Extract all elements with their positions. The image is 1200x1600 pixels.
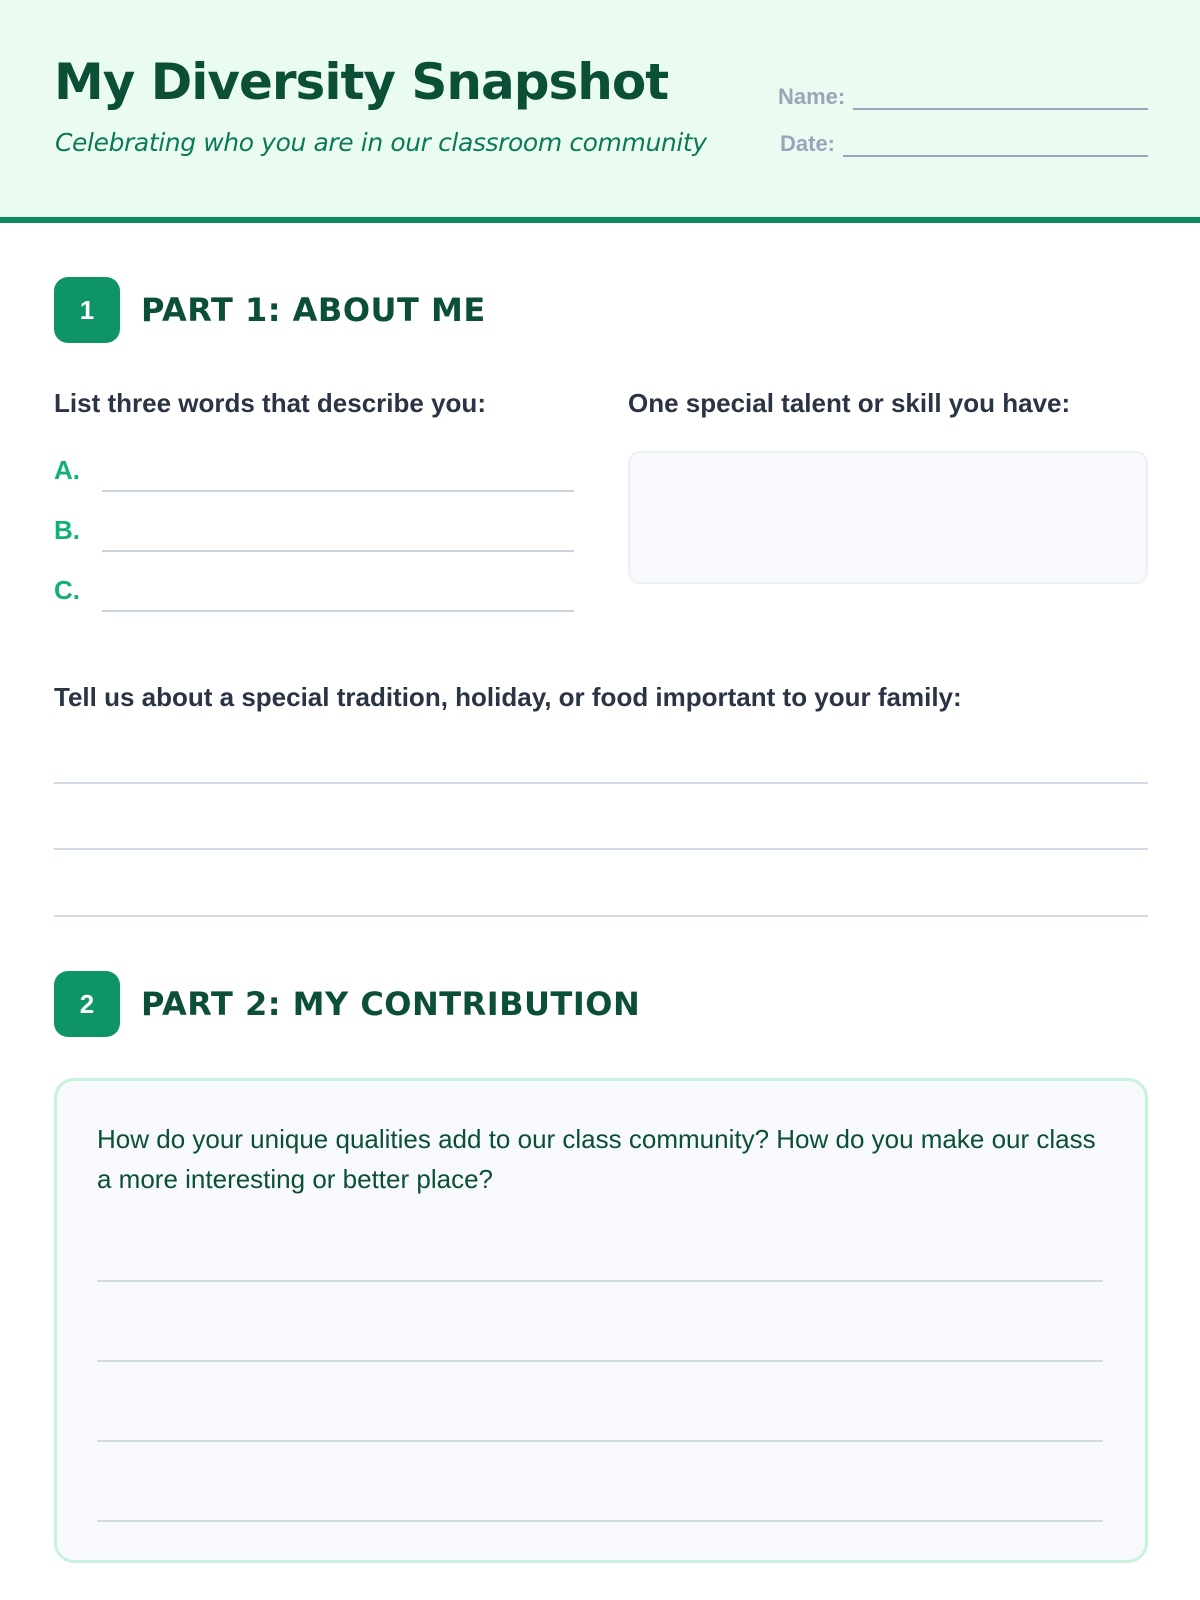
part1-number-badge: 1 xyxy=(54,277,120,343)
name-field xyxy=(778,84,1148,110)
contribution-line-2[interactable] xyxy=(97,1360,1103,1362)
word-blank-line-c[interactable] xyxy=(102,610,574,612)
talent-prompt: One special talent or skill you have: xyxy=(628,388,1071,418)
talent-answer-box[interactable] xyxy=(628,451,1148,584)
tradition-line-3[interactable] xyxy=(54,915,1148,917)
part2-number-badge: 2 xyxy=(54,971,120,1037)
contribution-line-4[interactable] xyxy=(97,1520,1103,1522)
name-label: Name: xyxy=(778,84,846,109)
date-label: Date: xyxy=(780,131,836,156)
contribution-question: How do your unique qualities add to our class community? How do you make our class a more interesting or better place? xyxy=(97,1124,1096,1194)
word-blank-line-b[interactable] xyxy=(102,550,574,552)
page-subtitle: Celebrating who you are in our classroom community xyxy=(55,128,707,157)
word-label-c: C. xyxy=(54,575,80,605)
part2-title: PART 2: MY CONTRIBUTION xyxy=(141,985,641,1023)
tradition-prompt: Tell us about a special tradition, holiday, or food important to your family: xyxy=(54,682,962,712)
word-row-c xyxy=(54,575,574,615)
date-blank-line[interactable] xyxy=(843,135,1148,157)
date-field xyxy=(780,131,1148,157)
word-label-b: B. xyxy=(54,515,80,545)
part2-heading xyxy=(54,971,640,1037)
word-row-a xyxy=(54,455,574,495)
part1-title: PART 1: ABOUT ME xyxy=(141,291,486,329)
contribution-box xyxy=(54,1078,1148,1563)
contribution-line-1[interactable] xyxy=(97,1280,1103,1282)
word-blank-line-a[interactable] xyxy=(102,490,574,492)
part1-heading xyxy=(54,277,486,343)
tradition-line-2[interactable] xyxy=(54,848,1148,850)
words-prompt: List three words that describe you: xyxy=(54,388,486,418)
contribution-line-3[interactable] xyxy=(97,1440,1103,1442)
page-title: My Diversity Snapshot xyxy=(54,53,669,111)
word-label-a: A. xyxy=(54,455,80,485)
name-blank-line[interactable] xyxy=(853,88,1148,110)
worksheet-header xyxy=(0,0,1200,223)
tradition-line-1[interactable] xyxy=(54,782,1148,784)
word-row-b xyxy=(54,515,574,555)
